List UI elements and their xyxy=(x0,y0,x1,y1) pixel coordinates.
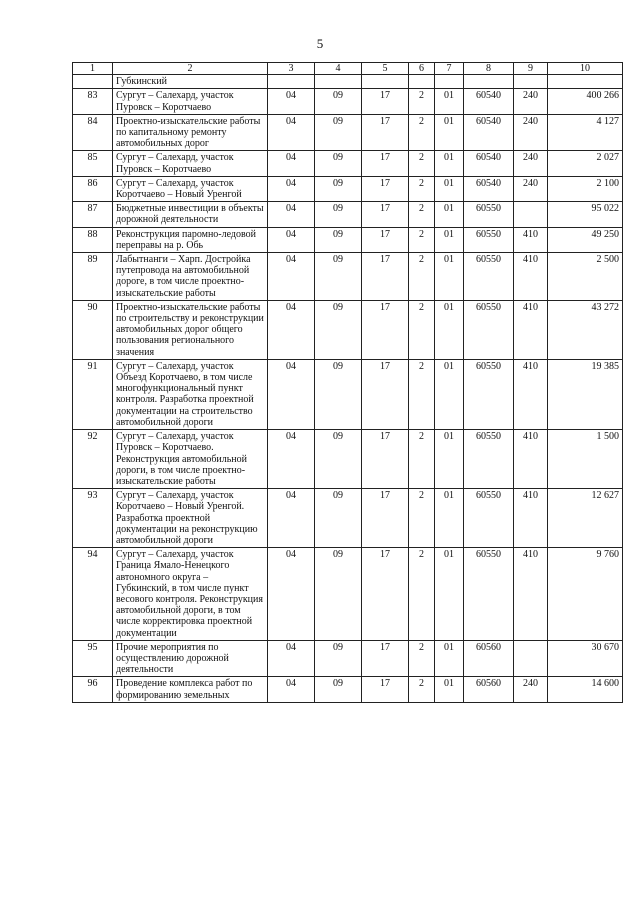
code-activity: 01 xyxy=(435,548,464,641)
table-row xyxy=(73,114,623,151)
code-section: 04 xyxy=(268,640,315,677)
code-direction: 60550 xyxy=(464,253,514,301)
table-row xyxy=(73,677,623,702)
code-section: 04 xyxy=(268,176,315,201)
code-program: 17 xyxy=(362,548,409,641)
table-row xyxy=(73,300,623,359)
code-section: 04 xyxy=(268,359,315,429)
code-section: 04 xyxy=(268,253,315,301)
code-program: 17 xyxy=(362,151,409,176)
code-subprogram: 2 xyxy=(409,489,435,548)
table-row xyxy=(73,253,623,301)
code-subsection: 09 xyxy=(315,253,362,301)
code-subsection: 09 xyxy=(315,89,362,114)
column-number: 9 xyxy=(514,63,548,75)
column-number: 8 xyxy=(464,63,514,75)
table-row xyxy=(73,151,623,176)
row-number: 95 xyxy=(73,640,113,677)
amount: 2 500 xyxy=(548,253,623,301)
code-activity: 01 xyxy=(435,300,464,359)
item-name: Проектно-изыскательские работы по капитальному ремонту автомобильных дорог xyxy=(113,114,268,151)
row-number: 85 xyxy=(73,151,113,176)
column-number: 4 xyxy=(315,63,362,75)
row-number: 96 xyxy=(73,677,113,702)
continuation-row xyxy=(73,75,623,89)
row-number: 94 xyxy=(73,548,113,641)
item-name: Бюджетные инвестиции в объекты дорожной деятельности xyxy=(113,202,268,227)
table-row xyxy=(73,489,623,548)
code-direction: 60550 xyxy=(464,227,514,252)
code-activity: 01 xyxy=(435,253,464,301)
code-activity: 01 xyxy=(435,359,464,429)
code-activity: 01 xyxy=(435,489,464,548)
code-program: 17 xyxy=(362,176,409,201)
code-activity: 01 xyxy=(435,640,464,677)
row-number: 93 xyxy=(73,489,113,548)
amount: 1 500 xyxy=(548,430,623,489)
expense-type: 240 xyxy=(514,114,548,151)
table-body xyxy=(73,63,623,703)
code-section: 04 xyxy=(268,300,315,359)
code-program: 17 xyxy=(362,640,409,677)
expense-type: 240 xyxy=(514,151,548,176)
amount: 43 272 xyxy=(548,300,623,359)
code-subsection: 09 xyxy=(315,202,362,227)
column-number: 5 xyxy=(362,63,409,75)
code-activity: 01 xyxy=(435,89,464,114)
expense-type: 240 xyxy=(514,176,548,201)
amount: 4 127 xyxy=(548,114,623,151)
code-program: 17 xyxy=(362,202,409,227)
code-program: 17 xyxy=(362,114,409,151)
expense-type xyxy=(514,640,548,677)
code-direction: 60550 xyxy=(464,300,514,359)
code-direction: 60550 xyxy=(464,489,514,548)
item-name: Сургут – Салехард, участок Коротчаево – Новый Уренгой xyxy=(113,176,268,201)
amount: 30 670 xyxy=(548,640,623,677)
expense-type: 240 xyxy=(514,677,548,702)
code-program: 17 xyxy=(362,489,409,548)
budget-table xyxy=(72,62,623,703)
code-activity: 01 xyxy=(435,151,464,176)
code-direction: 60540 xyxy=(464,89,514,114)
code-activity: 01 xyxy=(435,430,464,489)
table-row xyxy=(73,640,623,677)
code-subsection: 09 xyxy=(315,114,362,151)
code-direction: 60550 xyxy=(464,548,514,641)
code-subsection: 09 xyxy=(315,151,362,176)
code-subsection: 09 xyxy=(315,300,362,359)
code-subprogram: 2 xyxy=(409,151,435,176)
code-section: 04 xyxy=(268,430,315,489)
expense-type: 410 xyxy=(514,430,548,489)
column-number: 6 xyxy=(409,63,435,75)
code-section: 04 xyxy=(268,489,315,548)
column-number: 10 xyxy=(548,63,623,75)
code-direction: 60540 xyxy=(464,114,514,151)
code-program: 17 xyxy=(362,227,409,252)
table-row xyxy=(73,548,623,641)
code-subprogram: 2 xyxy=(409,253,435,301)
row-number: 89 xyxy=(73,253,113,301)
page-number: 5 xyxy=(316,36,324,51)
code-program: 17 xyxy=(362,300,409,359)
table-row xyxy=(73,430,623,489)
amount: 12 627 xyxy=(548,489,623,548)
code-program: 17 xyxy=(362,359,409,429)
code-program: 17 xyxy=(362,677,409,702)
code-subprogram: 2 xyxy=(409,114,435,151)
code-subsection: 09 xyxy=(315,227,362,252)
code-direction: 60540 xyxy=(464,176,514,201)
amount: 2 100 xyxy=(548,176,623,201)
code-section: 04 xyxy=(268,151,315,176)
item-name: Прочие мероприятия по осуществлению дорожной деятельности xyxy=(113,640,268,677)
code-subsection: 09 xyxy=(315,677,362,702)
code-program: 17 xyxy=(362,89,409,114)
code-subsection: 09 xyxy=(315,176,362,201)
column-number: 2 xyxy=(113,63,268,75)
table-row xyxy=(73,227,623,252)
amount: 49 250 xyxy=(548,227,623,252)
row-number: 88 xyxy=(73,227,113,252)
item-name: Сургут – Салехард, участок Объезд Коротчаево, в том числе многофункциональный пункт контроля. Разработка проектной документации на строительство автомобильной дороги xyxy=(113,359,268,429)
code-subprogram: 2 xyxy=(409,548,435,641)
code-subprogram: 2 xyxy=(409,430,435,489)
expense-type: 410 xyxy=(514,300,548,359)
amount: 14 600 xyxy=(548,677,623,702)
code-program: 17 xyxy=(362,253,409,301)
code-activity: 01 xyxy=(435,202,464,227)
code-subsection: 09 xyxy=(315,489,362,548)
item-name: Сургут – Салехард, участок Граница Ямало-Ненецкого автономного округа – Губкинский, в том числе пункт весового контроля. Реконструкция автомобильной дороги, в том числе корректировка проектной документации xyxy=(113,548,268,641)
code-subsection: 09 xyxy=(315,548,362,641)
item-name: Сургут – Салехард, участок Пуровск – Коротчаево xyxy=(113,89,268,114)
row-number: 92 xyxy=(73,430,113,489)
code-subsection: 09 xyxy=(315,430,362,489)
expense-type: 410 xyxy=(514,253,548,301)
row-number: 84 xyxy=(73,114,113,151)
amount: 400 266 xyxy=(548,89,623,114)
expense-type: 410 xyxy=(514,548,548,641)
code-activity: 01 xyxy=(435,176,464,201)
expense-type xyxy=(514,202,548,227)
code-subprogram: 2 xyxy=(409,202,435,227)
item-name: Сургут – Салехард, участок Пуровск – Коротчаево xyxy=(113,151,268,176)
row-number: 90 xyxy=(73,300,113,359)
code-activity: 01 xyxy=(435,677,464,702)
item-name: Проведение комплекса работ по формированию земельных xyxy=(113,677,268,702)
code-section: 04 xyxy=(268,548,315,641)
expense-type: 410 xyxy=(514,489,548,548)
code-direction: 60540 xyxy=(464,151,514,176)
row-number: 83 xyxy=(73,89,113,114)
code-section: 04 xyxy=(268,114,315,151)
column-number: 3 xyxy=(268,63,315,75)
code-activity: 01 xyxy=(435,227,464,252)
column-number: 1 xyxy=(73,63,113,75)
table-row xyxy=(73,176,623,201)
code-direction: 60550 xyxy=(464,202,514,227)
code-direction: 60550 xyxy=(464,430,514,489)
code-subprogram: 2 xyxy=(409,89,435,114)
amount: 2 027 xyxy=(548,151,623,176)
code-section: 04 xyxy=(268,89,315,114)
code-subsection: 09 xyxy=(315,359,362,429)
row-number: 87 xyxy=(73,202,113,227)
item-name: Проектно-изыскательские работы по строительству и реконструкции автомобильных дорог общего пользования регионального значения xyxy=(113,300,268,359)
item-name: Сургут – Салехард, участок Пуровск – Коротчаево. Реконструкция автомобильной дороги, в том числе проектно-изыскательские работы xyxy=(113,430,268,489)
row-number: 86 xyxy=(73,176,113,201)
code-subsection: 09 xyxy=(315,640,362,677)
item-name: Лабытнанги – Харп. Достройка путепровода на автомобильной дороге, в том числе проектно-изыскательские работы xyxy=(113,253,268,301)
column-number: 7 xyxy=(435,63,464,75)
expense-type: 410 xyxy=(514,227,548,252)
code-section: 04 xyxy=(268,202,315,227)
code-section: 04 xyxy=(268,677,315,702)
code-subprogram: 2 xyxy=(409,300,435,359)
row-number: 91 xyxy=(73,359,113,429)
expense-type: 410 xyxy=(514,359,548,429)
amount: 95 022 xyxy=(548,202,623,227)
amount: 19 385 xyxy=(548,359,623,429)
code-subprogram: 2 xyxy=(409,227,435,252)
expense-type: 240 xyxy=(514,89,548,114)
code-subprogram: 2 xyxy=(409,176,435,201)
continuation-text: Губкинский xyxy=(113,75,268,89)
code-direction: 60560 xyxy=(464,677,514,702)
code-subprogram: 2 xyxy=(409,359,435,429)
column-number-row xyxy=(73,63,623,75)
table-row xyxy=(73,202,623,227)
code-direction: 60550 xyxy=(464,359,514,429)
code-program: 17 xyxy=(362,430,409,489)
item-name: Сургут – Салехард, участок Коротчаево – Новый Уренгой. Разработка проектной документации на реконструкцию автомобильной дороги xyxy=(113,489,268,548)
item-name: Реконструкция паромно-ледовой переправы на р. Обь xyxy=(113,227,268,252)
amount: 9 760 xyxy=(548,548,623,641)
code-subprogram: 2 xyxy=(409,640,435,677)
table-row xyxy=(73,89,623,114)
code-activity: 01 xyxy=(435,114,464,151)
code-subprogram: 2 xyxy=(409,677,435,702)
table-row xyxy=(73,359,623,429)
code-direction: 60560 xyxy=(464,640,514,677)
code-section: 04 xyxy=(268,227,315,252)
